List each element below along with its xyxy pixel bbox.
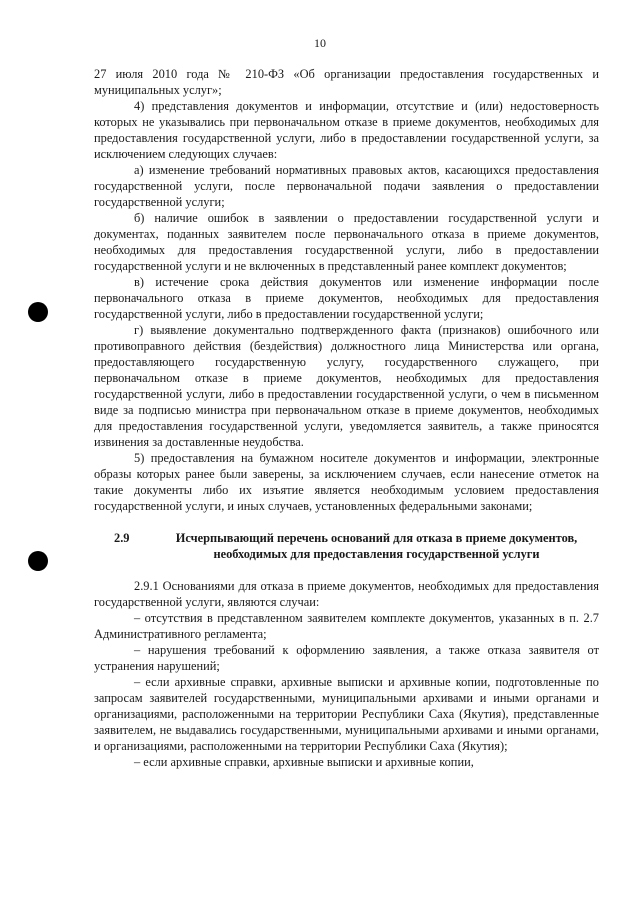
list-item: – если архивные справки, архивные выписки и архивные копии,	[134, 755, 474, 769]
paragraph: в) истечение срока действия документов или изменение информации после первоначального отказа в приеме документов, необходимых для предоставления государственной услуги, либо в предоставлении государственной услуги;	[94, 275, 599, 321]
punch-hole-bottom	[28, 551, 48, 571]
paragraph: 5) предоставления на бумажном носителе документов и информации, электронные образы которых ранее были заверены, за исключением случаев, если нанесение отметок на такие документы либо их изъятие является необходимым условием предоставления государственной услуги, и иных случаев, установленных федеральными законами;	[94, 451, 599, 513]
paragraph: 27 июля 2010 года № 210-ФЗ «Об организации предоставления государственных и муниципальных услуг»;	[94, 67, 599, 97]
section-number: 2.9	[114, 531, 130, 545]
page-number: 10	[314, 36, 326, 50]
paragraph: г) выявление документально подтвержденного факта (признаков) ошибочного или противоправного действия (бездействия) должностного лица Министерства или органа, предоставляющего государственную услугу, государственного служащего, при первоначальном отказе в приеме документов, необходимых для предоставления государственной услуги, либо в предоставлении государственной услуги, о чем в письменном виде за подписью министра при первоначальном отказе в приеме документов, необходимых для предоставления государственной услуги, уведомляется заявитель, а также приносятся извинения за доставленные неудобства.	[94, 323, 599, 449]
list-item: – нарушения требований к оформлению заявления, а также отказа заявителя от устранения нарушений;	[94, 643, 599, 673]
paragraph: а) изменение требований нормативных правовых актов, касающихся предоставления государственной услуги, после первоначальной подачи заявления о предоставлении государственной услуги;	[94, 163, 599, 209]
list-item: – если архивные справки, архивные выписки и архивные копии, подготовленные по запросам заявителей государственными, муниципальными архивами и иными органами и организациями, расположенными на территории Республики Саха (Якутия), представленные заявителем, не выдавались государственными, муниципальными архивами и иными органами, и организациями, расположенными на территории Республики Саха (Якутия);	[94, 675, 599, 753]
punch-hole-top	[28, 302, 48, 322]
section-title: Исчерпывающий перечень оснований для отказа в приеме документов, необходимых для предоставления государственной услуги	[175, 531, 578, 561]
section-heading	[94, 530, 599, 562]
paragraph: 4) представления документов и информации, отсутствие и (или) недостоверность которых не указывались при первоначальном отказе в приеме документов, необходимых для предоставления государственной услуги, либо в предоставлении государственной услуги, за исключением следующих случаев:	[94, 99, 599, 161]
list-item: – отсутствия в представленном заявителем комплекте документов, указанных в п. 2.7 Административного регламента;	[94, 611, 599, 641]
paragraph: 2.9.1 Основаниями для отказа в приеме документов, необходимых для предоставления государственной услуги, являются случаи:	[94, 579, 599, 609]
paragraph: б) наличие ошибок в заявлении о предоставлении государственной услуги и документах, поданных заявителем после первоначального отказа в приеме документов, необходимых для предоставления государственной услуги, либо в предоставлении государственной услуги и не включенных в представленный ранее комплект документов;	[94, 211, 599, 273]
document-body	[94, 66, 599, 770]
